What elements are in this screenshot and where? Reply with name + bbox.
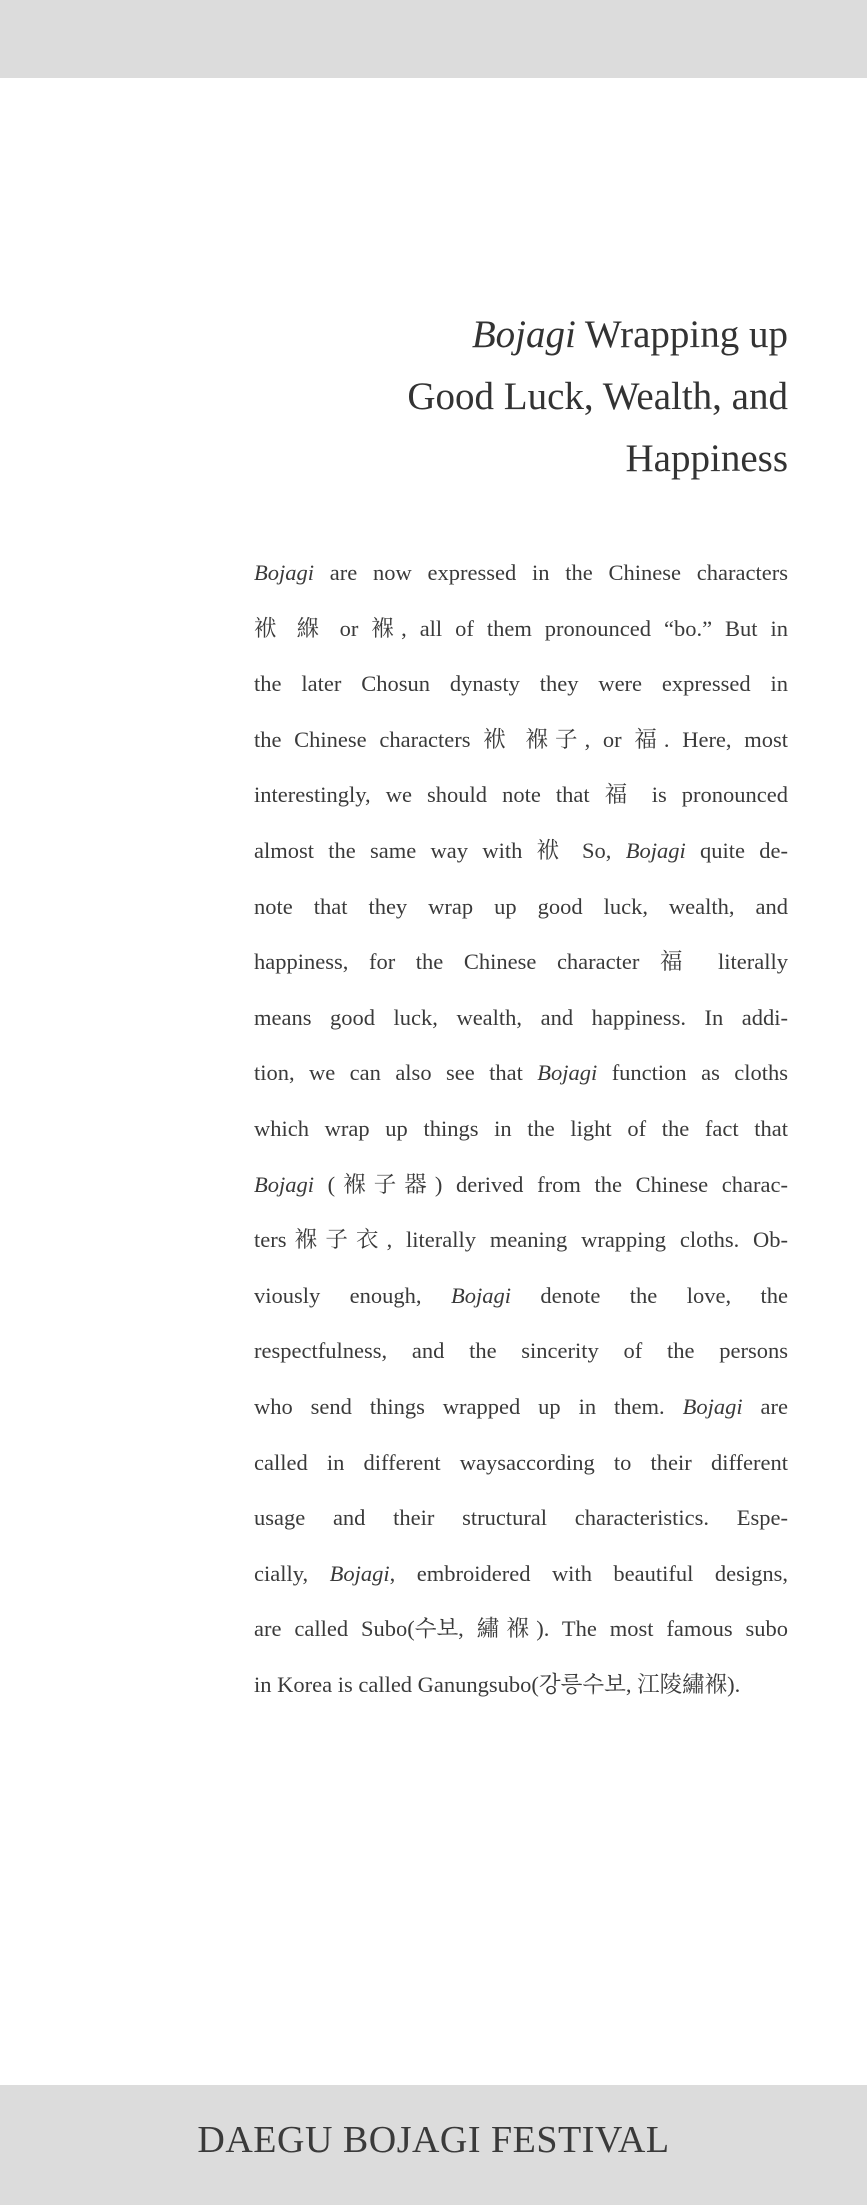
page-title bbox=[220, 304, 788, 490]
body-text-run: function as cloths bbox=[597, 1060, 788, 1086]
body-text-run: who send things wrapped up in them. bbox=[254, 1393, 683, 1419]
body-text-run: cially, bbox=[254, 1560, 330, 1586]
title-line-3: Happiness bbox=[625, 437, 788, 480]
body-text-run: called in different waysaccording to their different bbox=[254, 1449, 788, 1475]
body-text-run: means good luck, wealth, and happiness. In addi- bbox=[254, 1004, 788, 1030]
body-text-run: are now expressed in the Chinese characters bbox=[314, 560, 788, 585]
title-line-1-rest: Wrapping up bbox=[575, 313, 788, 356]
body-text-run: tion, we can also see that bbox=[254, 1060, 538, 1086]
body-line bbox=[254, 1323, 788, 1379]
body-line bbox=[254, 601, 788, 657]
body-text-run: viously enough, bbox=[254, 1282, 451, 1308]
body-line bbox=[254, 1045, 788, 1101]
body-text-run: the later Chosun dynasty they were expressed in bbox=[254, 671, 788, 697]
body-text-run: in Korea is called Ganungsubo(강릉수보, 江陵繡褓). bbox=[254, 1671, 741, 1697]
body-text-run: (褓子器) derived from the Chinese charac- bbox=[314, 1171, 788, 1197]
title-line-2: Good Luck, Wealth, and bbox=[407, 375, 788, 418]
body-line bbox=[254, 990, 788, 1046]
body-line bbox=[254, 1601, 788, 1657]
body-line bbox=[254, 823, 788, 879]
body-text-run: the Chinese characters 袱 褓子, or 福. Here, most bbox=[254, 726, 788, 752]
body-text-run: 袱 緥 or 褓, all of them pronounced “bo.” But in bbox=[254, 615, 788, 641]
body-text-run: note that they wrap up good luck, wealth, and bbox=[254, 893, 788, 919]
body-text-run: which wrap up things in the light of the fact that bbox=[254, 1115, 788, 1141]
top-band bbox=[0, 0, 867, 78]
body-line bbox=[254, 1268, 788, 1324]
body-line bbox=[254, 545, 788, 601]
body-italic-term: Bojagi bbox=[254, 560, 314, 585]
body-text-run: ters褓子衣, literally meaning wrapping cloths. Ob- bbox=[254, 1227, 788, 1253]
body-line bbox=[254, 1490, 788, 1546]
body-italic-term: Bojagi bbox=[682, 1393, 743, 1419]
footer-title: DAEGU BOJAGI FESTIVAL bbox=[197, 2119, 670, 2161]
body-line bbox=[254, 1435, 788, 1491]
body-line bbox=[254, 767, 788, 823]
body-text-run: happiness, for the Chinese character 福 literally bbox=[254, 949, 788, 975]
body-line bbox=[254, 1546, 788, 1602]
body-line bbox=[254, 879, 788, 935]
body-text-run: are called Subo(수보, 繡褓). The most famous subo bbox=[254, 1616, 788, 1642]
body-line bbox=[254, 656, 788, 712]
body-line bbox=[254, 1101, 788, 1157]
body-line bbox=[254, 1379, 788, 1435]
body-line bbox=[254, 934, 788, 990]
title-italic-bojagi: Bojagi bbox=[471, 313, 576, 356]
body-line bbox=[254, 712, 788, 768]
body-text-run: quite de- bbox=[685, 837, 788, 863]
body-italic-term: Bojagi bbox=[254, 1171, 314, 1197]
title-line-1 bbox=[220, 304, 788, 366]
body-line bbox=[254, 1212, 788, 1268]
body-line bbox=[254, 1157, 788, 1213]
body-paragraph bbox=[254, 545, 788, 1712]
body-italic-term: Bojagi bbox=[450, 1282, 511, 1308]
body-text-run: almost the same way with 袱 So, bbox=[254, 837, 626, 863]
body-line bbox=[254, 1657, 788, 1713]
body-italic-term: Bojagi bbox=[329, 1560, 390, 1586]
body-text-run: interestingly, we should note that 福 is pronounced bbox=[254, 782, 788, 808]
body-text-run: are bbox=[742, 1393, 788, 1419]
body-text-run: , embroidered with beautiful designs, bbox=[389, 1560, 789, 1586]
body-text-run: usage and their structural characteristics. Espe- bbox=[254, 1505, 788, 1531]
body-italic-term: Bojagi bbox=[625, 837, 686, 863]
body-text-run: respectfulness, and the sincerity of the persons bbox=[254, 1338, 788, 1364]
body-text-run: denote the love, the bbox=[510, 1282, 788, 1308]
body-italic-term: Bojagi bbox=[537, 1060, 598, 1086]
